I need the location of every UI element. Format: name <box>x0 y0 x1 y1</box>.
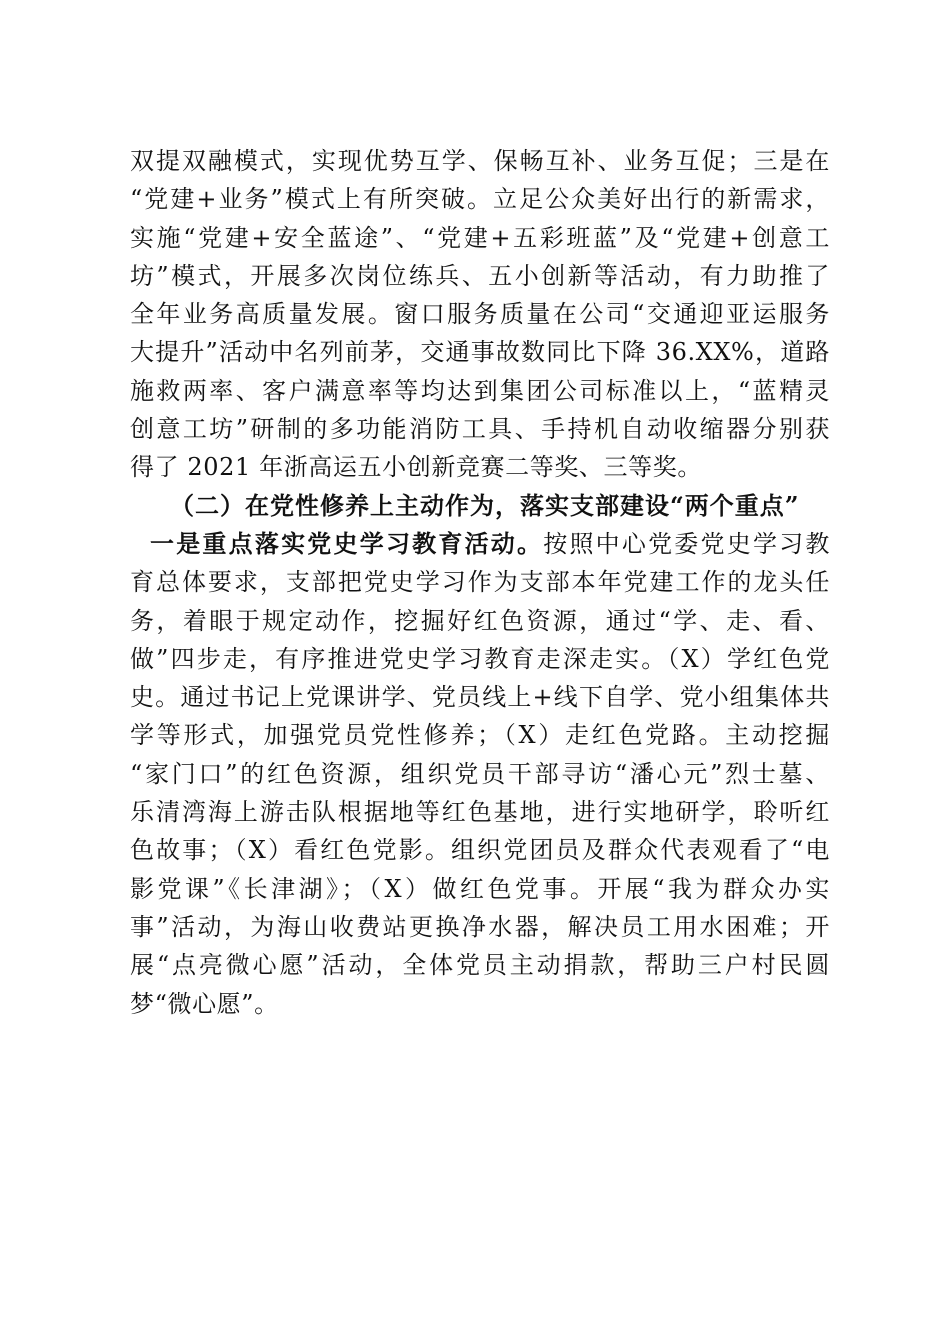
text-line: 施救两率、客户满意率等均达到集团公司标准以上，“蓝精灵 <box>130 376 830 405</box>
lead-bold-text: 一是重点落实党史学习教育活动。 <box>150 528 544 558</box>
text-line: 得了 2021 年浙高运五小创新竞赛二等奖、三等奖。 <box>130 453 702 482</box>
text-line: 做”四步走，有序推进党史学习教育走深走实。（X）学红色党 <box>130 644 830 673</box>
text-line: 乐清湾海上游击队根据地等红色基地，进行实地研学，聆听红 <box>130 798 830 827</box>
document-body <box>130 142 830 1023</box>
text-line: 色故事；（X）看红色党影。组织党团员及群众代表观看了“电 <box>130 836 830 865</box>
text-line: 展“点亮微心愿”活动，全体党员主动捐款，帮助三户村民圆 <box>130 951 830 980</box>
paragraph-lead-line <box>130 525 830 563</box>
text-line: 全年业务高质量发展。窗口服务质量在公司“交通迎亚运服务 <box>130 300 830 329</box>
text-line: “党建+业务”模式上有所突破。立足公众美好出行的新需求， <box>130 185 830 214</box>
text-line: 坊”模式，开展多次岗位练兵、五小创新等活动，有力助推了 <box>130 261 830 290</box>
text-line: 梦“微心愿”。 <box>130 989 279 1018</box>
text-line: 实施“党建+安全蓝途”、“党建+五彩班蓝”及“党建+创意工 <box>130 223 830 252</box>
text-line: “家门口”的红色资源，组织党员干部寻访“潘心元”烈士墓、 <box>130 759 830 788</box>
lead-rest-text: 按照中心党委党史学习教 <box>543 529 830 558</box>
text-line: 大提升”活动中名列前茅，交通事故数同比下降 36.XX%，道路 <box>130 338 830 367</box>
text-line: 事”活动，为海山收费站更换净水器，解决员工用水困难；开 <box>130 912 830 941</box>
paragraph-party-history <box>130 525 830 1023</box>
text-line: 务，着眼于规定动作，挖掘好红色资源，通过“学、走、看、 <box>130 606 830 635</box>
paragraph-party-business <box>130 142 830 487</box>
section-heading: （二）在党性修养上主动作为，落实支部建设“两个重点” <box>170 490 800 520</box>
text-line: 育总体要求，支部把党史学习作为支部本年党建工作的龙头任 <box>130 568 830 597</box>
text-line: 创意工坊”研制的多功能消防工具、手持机自动收缩器分别获 <box>130 415 830 444</box>
text-line: 史。通过书记上党课讲学、党员线上+线下自学、党小组集体共 <box>130 683 830 712</box>
text-line: 学等形式，加强党员党性修养；（X）走红色党路。主动挖掘 <box>130 721 830 750</box>
text-line: 双提双融模式，实现优势互学、保畅互补、业务互促；三是在 <box>130 147 830 175</box>
text-line: 影党课”《长津湖》；（X）做红色党事。开展“我为群众办实 <box>130 874 830 903</box>
